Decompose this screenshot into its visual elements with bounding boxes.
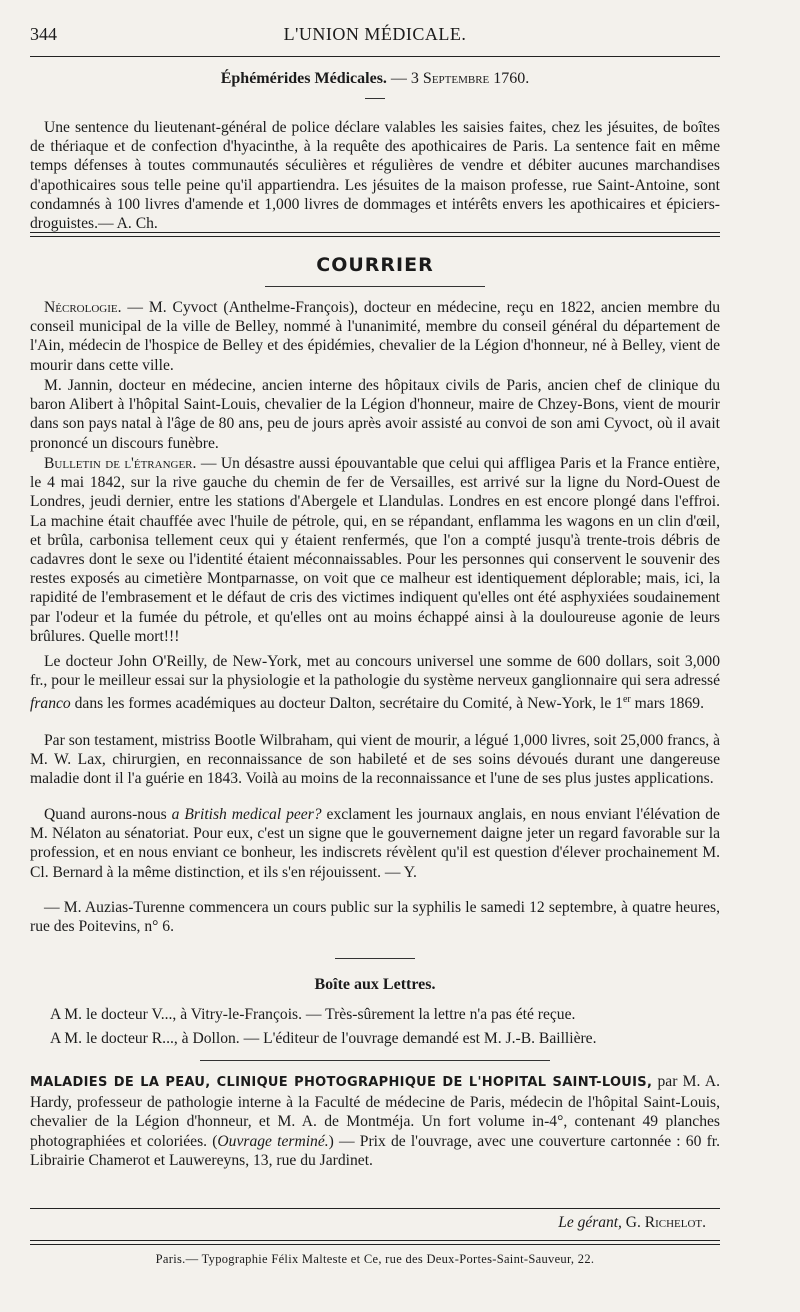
boite-top-rule xyxy=(335,958,415,959)
page-header xyxy=(30,18,720,52)
oreilly-text-c: mars 1869. xyxy=(634,695,704,713)
peer-text-b: exclament les journaux anglais, en nous enviant l'élévation de M. Nélaton au sénatoriat. Pour eux, c'est un signe que le gouvernement daigne jeter un regard favorable sur la profession, et en nous enviant ce bonheur, les indiscrets révèlent qu'il est question d'élever prochainement M. Cl. Bernard à la même distinction, et ils s'en réjouissent. — Y. xyxy=(30,806,720,881)
advert-top-rule xyxy=(200,1060,550,1061)
advert-italic: Ouvrage terminé. xyxy=(217,1132,329,1150)
boite-line-2: A M. le docteur R..., à Dollon. — L'éditeur de l'ouvrage demandé est M. J.-B. Baillière. xyxy=(50,1030,597,1047)
oreilly-text-b: dans les formes académiques au docteur Dalton, secrétaire du Comité, à New-York, le 1 xyxy=(74,695,623,713)
auzias-paragraph: — M. Auzias-Turenne commencera un cours public sur la syphilis le samedi 12 septembre, à quatre heures, rue des Poitevins, n° 6. xyxy=(30,899,720,936)
oreilly-paragraph xyxy=(30,652,720,714)
testament-paragraph: Par son testament, mistriss Bootle Wilbraham, qui vient de mourir, a légué 1,000 livres, soit 25,000 francs, à M. W. Lax, chirurgien, en reconnaissance de son habileté et de ses soins dévoués durant une dangereuse maladie dont il l'a guérie en 1843. Voilà au moins de la reconnaissance et l'une de ses plus justes applications. xyxy=(30,732,720,788)
oreilly-superscript: er xyxy=(622,694,631,706)
peer-italic: a British medical peer? xyxy=(171,806,322,823)
signature xyxy=(558,1214,706,1232)
page-number: 344 xyxy=(30,24,57,44)
footer-rule-top xyxy=(30,1208,720,1209)
oreilly-franco: franco xyxy=(30,695,71,713)
ephemerides-text: Une sentence du lieutenant-général de police déclare valables les saisies faites, chez les jésuites, de boîtes de thériaque et de confection d'hyacinthe, à la requête des apothicaires de Paris. La sentence fait en même temps défenses à toutes communautés séculières et régulières de vendre et débiter aucunes marchandises d'apothicaires sous telle peine qu'il appartiendra. Les jésuites de la maison professe, rue Saint-Antoine, sont condamnés à 100 livres d'amende et 1,000 livres de dommages et intérêts envers les apothicaires et épiciers-droguistes.— A. Ch. xyxy=(30,119,720,233)
courrier-title: COURRIER xyxy=(316,254,434,276)
bulletin-label: Bulletin de l'étranger. xyxy=(44,455,197,472)
ephemerides-dash xyxy=(365,98,385,99)
necrologie-label: Nécrologie. xyxy=(44,299,122,316)
bulletin-text: — Un désastre aussi épouvantable que celui qui affligea Paris et la France entière, le 4 mai 1842, sur la rive gauche du chemin de fer de Versailles, est arrivé sur la ligne du Nord-Ouest de Londres, jeudi dernier, entre les stations d'Abergele et Llandulas. Londres en est encore plongé dans l'effroi. La machine était chauffée avec l'huile de pétrole, qui, en se répandant, enflamma les wagons en un clin d'œil, et brûla, carbonisa tellement ceux qui y étaient renfermés, que l'on a compté jusqu'à trente-trois débris de cadavres dont le sexe ou l'identité étaient méconnaissables. Pour les personnes qui conservent le souvenir des restes exposés au cimetière Montparnasse, on voit que ce malheur est identiquement déplorable; mais, ici, la rapidité de l'embrasement et le défaut de cris des victimes indiquent qu'elles ont été asphyxiées soudainement par l'odeur et la fumée du pétrole, et qu'elles ont au moins échappé ainsi à la douloureuse agonie de leurs brûlures. Quelle mort!!! xyxy=(30,455,720,645)
peer-paragraph xyxy=(30,805,720,882)
ephemerides-heading xyxy=(30,70,720,88)
oreilly-text-a: Le docteur John O'Reilly, de New-York, met au concours universel une somme de 600 dollars, soit 3,000 fr., pour le meilleur essai sur la physiologie et la pathologie du système nerveux ganglionnaire qui sera adressé xyxy=(30,653,720,690)
bulletin-paragraph xyxy=(30,454,720,646)
peer-text-a: Quand aurons-nous xyxy=(44,806,167,823)
necrologie-paragraph xyxy=(30,298,720,375)
advert-text-b: ) — Prix de l'ouvrage, avec une couverture cartonnée : 60 fr. Librairie Chamerot et Lauwereyns, 13, rue du Jardinet. xyxy=(30,1132,720,1170)
ephemerides-date: — 3 Septembre 1760. xyxy=(390,70,530,87)
boite-title xyxy=(30,976,720,994)
header-rule xyxy=(30,56,720,57)
journal-page xyxy=(30,18,720,1298)
advert-paragraph xyxy=(30,1072,720,1171)
footer-rule-mid xyxy=(30,1240,720,1241)
boite-title-text: Boîte aux Lettres. xyxy=(314,976,436,993)
advert-text-a: par M. A. Hardy, professeur de pathologie interne à la Faculté de médecine de Paris, médecin de l'hôpital Saint-Louis, chevalier de la Légion d'honneur, et M. A. de Montméja. Un fort volume in-4°, contenant 49 planches photographiées et coloriées. ( xyxy=(30,1073,720,1150)
boite-line-1: A M. le docteur V..., à Vitry-le-François. — Très-sûrement la lettre n'a pas été reçue. xyxy=(50,1006,576,1023)
journal-title: L'UNION MÉDICALE. xyxy=(283,24,467,44)
imprint: Paris.— Typographie Félix Malteste et Ce, rue des Deux-Portes-Saint-Sauveur, 22. xyxy=(155,1252,595,1266)
jannin-paragraph: M. Jannin, docteur en médecine, ancien interne des hôpitaux civils de Paris, ancien chef de clinique du baron Alibert à l'hôpital Saint-Louis, chevalier de la Légion d'honneur, maire de Chzey-Bons, vient de mourir dans son pays natal à l'âge de 80 ans, peu de jours après avoir assisté au convoi de son ami Cyvoct, où il avait prononcé un discours funèbre. xyxy=(30,377,720,452)
signature-label: Le gérant, xyxy=(558,1214,622,1231)
necrologie-text: — M. Cyvoct (Anthelme-François), docteur en médecine, reçu en 1822, ancien membre du conseil municipal de la ville de Belley, nommé à l'unanimité, membre du conseil général du département de l'Ain, médecin de l'hospice de Belley et des épidémies, chevalier de la Légion d'honneur, né à Belley, vient de mourir dans cette ville. xyxy=(30,299,720,374)
section-rule-top xyxy=(30,232,720,233)
courrier-rule xyxy=(265,286,485,287)
ephemerides-title: Éphémérides Médicales. xyxy=(220,70,387,87)
footer-rule-bottom xyxy=(30,1244,720,1245)
advert-caption: MALADIES DE LA PEAU, CLINIQUE PHOTOGRAPHIQUE DE L'HOPITAL SAINT-LOUIS, xyxy=(30,1075,653,1090)
section-rule-bottom xyxy=(30,236,720,237)
signature-name: G. Richelot. xyxy=(625,1214,706,1231)
